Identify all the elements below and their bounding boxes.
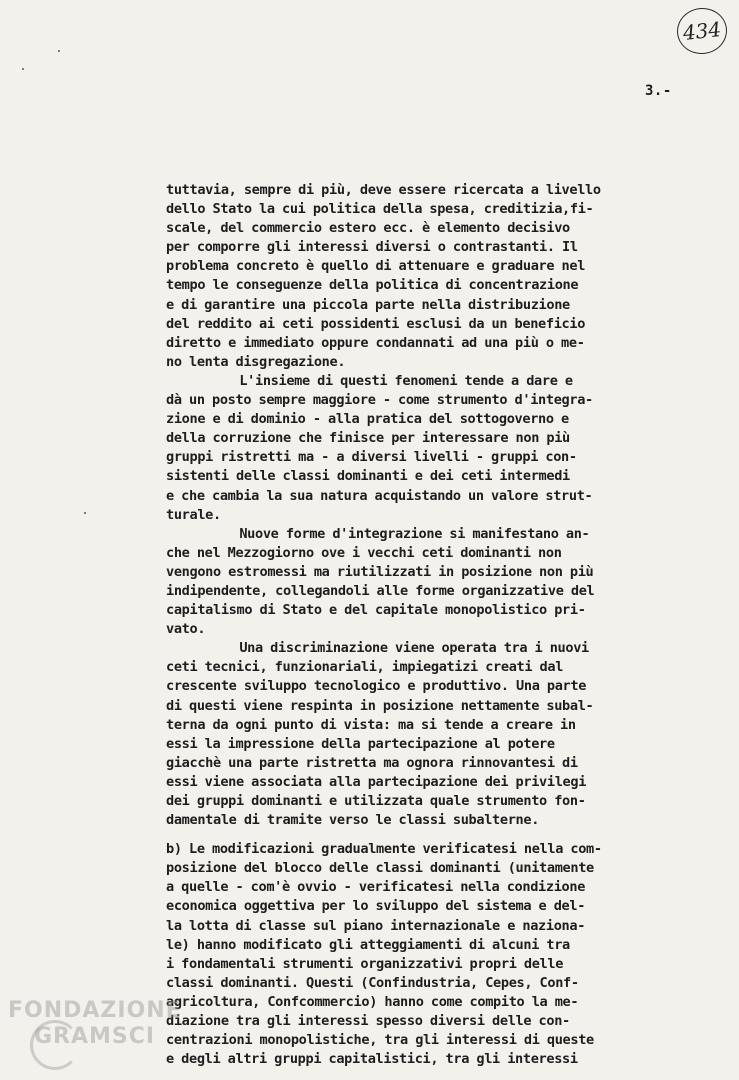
text-line: dello Stato la cui politica della spesa, creditizia,fi- — [166, 201, 594, 218]
text-line: gruppi ristretti ma - a diversi livelli - gruppi con- — [166, 449, 577, 466]
text-line: dei gruppi dominanti e utilizzata quale strumento fon- — [166, 793, 586, 809]
text-line: di questi viene respinta in posizione nettamente subal- — [166, 697, 594, 714]
text-line: problema concreto è quello di attenuare e graduare nel — [166, 258, 586, 275]
text-line: centrazioni monopolistiche, tra gli interessi di queste — [166, 1032, 594, 1049]
watermark-line-2: GRAMSCI — [34, 1024, 156, 1049]
text-line: tempo le conseguenze della politica di concentrazione — [166, 277, 579, 294]
typed-text-body — [166, 181, 686, 1069]
text-line: sistenti delle classi dominanti e dei ceti intermedi — [166, 468, 570, 485]
text-line: ceti tecnici, funzionariali, impiegatizi creati dal — [166, 659, 564, 676]
text-line: damentale di tramite verso le classi subalterne. — [166, 812, 540, 829]
text-line: tuttavia, sempre di più, deve essere ricercata a livello — [166, 182, 601, 198]
text-line: crescente sviluppo tecnologico e produttivo. Una parte — [166, 678, 587, 695]
text-line: no lenta disgregazione. — [166, 353, 346, 370]
text-line: a quelle - com'è ovvio - verificatesi nella condizione — [166, 879, 586, 896]
text-line: zione e di dominio - alla pratica del sottogoverno e — [166, 411, 569, 428]
text-line: essi la impressione della partecipazione al potere — [166, 735, 555, 752]
paragraph-gap — [166, 830, 686, 840]
text-line: L'insieme di questi fenomeni tende a dare e — [166, 372, 573, 389]
text-line: Una discriminazione viene operata tra i nuovi — [166, 640, 589, 657]
text-line: classi dominanti. Questi (Confindustria, Cepes, Conf- — [166, 974, 579, 991]
text-line: la lotta di classe sul piano internazionale e naziona- — [166, 917, 586, 934]
text-line: le) hanno modificato gli atteggiamenti di alcuni tra — [166, 936, 570, 953]
text-line: giacchè una parte ristretta ma ognora rinnovantesi di — [166, 754, 578, 771]
text-line: diazione tra gli interessi spesso diversi delle con- — [166, 1013, 570, 1030]
text-line: dà un posto sempre maggiore - come strumento d'integra- — [166, 392, 593, 409]
text-line: b) Le modificazioni gradualmente verificatesi nella com- — [166, 841, 602, 858]
text-line: posizione del blocco delle classi dominanti (unitamente — [166, 860, 594, 877]
text-line: agricoltura, Confcommercio) hanno come compito la me- — [166, 993, 579, 1010]
stamp-number: 434 — [681, 17, 723, 45]
text-line: per comporre gli interessi diversi o contrastanti. Il — [166, 239, 578, 256]
text-line: i fondamentali strumenti organizzativi propri delle — [166, 955, 564, 972]
text-line: turale. — [166, 506, 221, 523]
text-line: che nel Mezzogiorno ove i vecchi ceti dominanti non — [166, 544, 562, 561]
paper-speck — [22, 68, 24, 70]
text-line: economica oggettiva per lo sviluppo del sistema e del- — [166, 898, 586, 915]
text-line: Nuove forme d'integrazione si manifestano an- — [166, 525, 590, 542]
text-line: indipendente, collegandoli alle forme organizzative del — [166, 582, 595, 599]
paper-speck — [84, 512, 86, 514]
text-line: capitalismo di Stato e del capitale monopolistico pri- — [166, 602, 586, 619]
archive-stamp — [675, 6, 730, 57]
watermark-line-1: FONDAZIONE — [8, 998, 182, 1023]
text-line: terna da ogni punto di vista: ma si tende a creare in — [166, 716, 576, 733]
text-line: vato. — [166, 621, 206, 638]
text-line: diretto e immediato oppure condannati ad una più o me- — [166, 334, 585, 351]
text-line: della corruzione che finisce per interessare non più — [166, 430, 570, 447]
text-line: e che cambia la sua natura acquistando un valore strut- — [166, 487, 593, 504]
paper-speck — [58, 50, 60, 52]
text-line: scale, del commercio estero ecc. è elemento decisivo — [166, 220, 570, 237]
text-line: essi viene associata alla partecipazione dei privilegi — [166, 773, 587, 790]
text-line: vengono estromessi ma riutilizzati in posizione non più — [166, 563, 594, 580]
text-line: del reddito ai ceti possidenti esclusi da un beneficio — [166, 315, 586, 332]
text-line: e di garantire una piccola parte nella distribuzione — [166, 296, 570, 313]
watermark-logo — [8, 998, 208, 1074]
page-number: 3.- — [645, 83, 672, 99]
text-line: e degli altri gruppi capitalistici, tra gli interessi — [166, 1051, 578, 1068]
